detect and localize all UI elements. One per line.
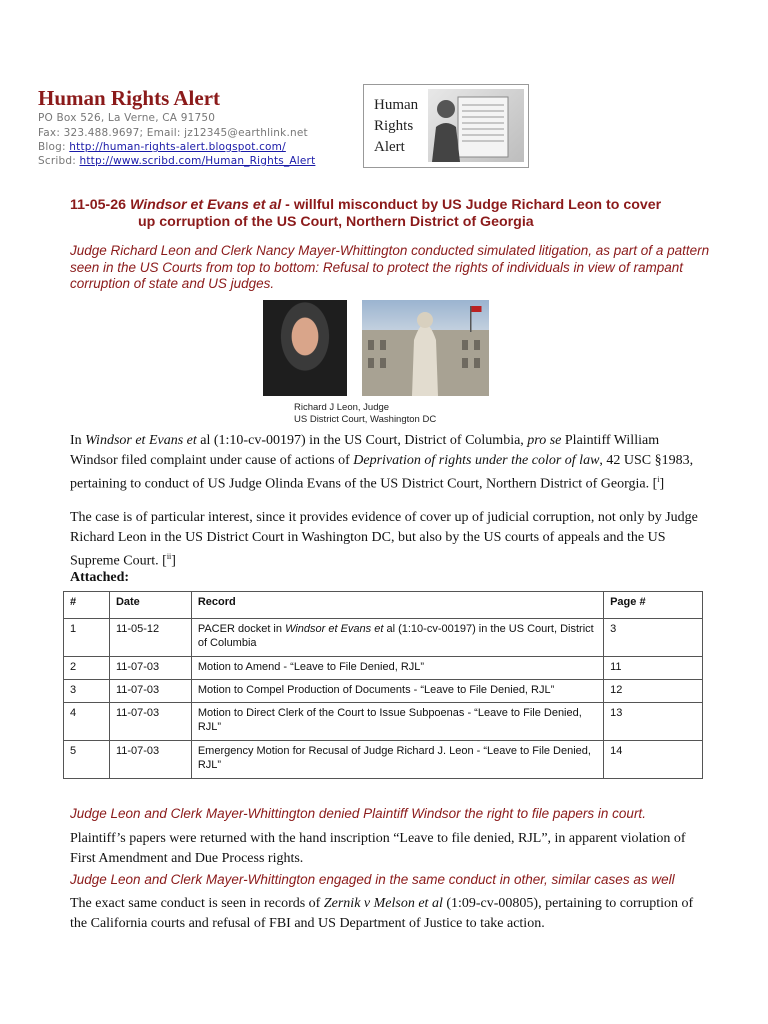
attached-label: Attached: <box>70 570 130 585</box>
scribd-link[interactable]: http://www.scribd.com/Human_Rights_Alert <box>79 155 316 167</box>
cell-date: 11-07-03 <box>109 703 191 741</box>
courthouse-photo-image <box>362 300 489 396</box>
paragraph-2 <box>70 508 700 571</box>
table-row <box>64 619 703 657</box>
cell-record: Motion to Amend - “Leave to File Denied, RJL” <box>191 657 603 680</box>
text: al (1:10-cv-00197) in the US Court, District of Columbia <box>197 623 594 649</box>
cell-num: 1 <box>64 619 110 657</box>
cell-date: 11-05-12 <box>109 619 191 657</box>
section-heading-2: Judge Leon and Clerk Mayer-Whittington engaged in the same conduct in other, similar cases as well <box>70 872 675 887</box>
cell-page: 11 <box>604 657 703 680</box>
logo-line: Human <box>374 97 419 113</box>
paragraph-3: Plaintiff’s papers were returned with the hand inscription “Leave to file denied, RJL”, in apparent violation of First Amendment and Due Process rights. <box>70 831 686 866</box>
judge-photo-image <box>263 300 347 396</box>
cell-date: 11-07-03 <box>109 741 191 779</box>
attachments-table <box>63 591 703 779</box>
cell-date: 11-07-03 <box>109 680 191 703</box>
logo <box>363 84 529 168</box>
table-header-row <box>64 592 703 619</box>
col-header: # <box>64 592 110 619</box>
cell-num: 4 <box>64 703 110 741</box>
headline-date: 11-05-26 <box>70 197 127 213</box>
paragraph-1 <box>70 431 700 494</box>
cell-record: Motion to Compel Production of Documents - “Leave to File Denied, RJL” <box>191 680 603 703</box>
text: ] <box>659 476 665 492</box>
cell-num: 2 <box>64 657 110 680</box>
cell-num: 3 <box>64 680 110 703</box>
blog-label: Blog: <box>38 141 66 153</box>
footnote-ref[interactable]: ii <box>166 552 172 561</box>
table-row <box>64 741 703 779</box>
paragraph-4 <box>70 894 700 933</box>
fax-email: Fax: 323.488.9697; Email: jz12345@earthlink.net <box>38 127 308 139</box>
col-header: Page # <box>604 592 703 619</box>
text: al (1:10-cv-00197) in the US Court, District of Columbia, <box>196 433 528 448</box>
case-name: Windsor et Evans et <box>85 433 197 448</box>
table-row <box>64 703 703 741</box>
lead-paragraph: Judge Richard Leon and Clerk Nancy Mayer-Whittington conducted simulated litigation, as part of a pattern seen in the US Courts from top to bottom: Refusal to protect the rights of individuals in view of rampant corruption of state and US judges. <box>70 243 710 291</box>
logo-line: Rights <box>374 118 414 134</box>
text: , 42 USC §1983, pertaining to conduct of US Judge Olinda Evans of the US District Court, Northern District of Georgia. [ <box>70 452 694 492</box>
col-header: Date <box>109 592 191 619</box>
logo-line: Alert <box>374 139 405 155</box>
cell-date: 11-07-03 <box>109 657 191 680</box>
cell-page: 3 <box>604 619 703 657</box>
cell-record: Motion to Direct Clerk of the Court to Issue Subpoenas - “Leave to File Denied, RJL” <box>191 703 603 741</box>
cell-page: 14 <box>604 741 703 779</box>
table-row <box>64 657 703 680</box>
headline-rest: - willful misconduct by US Judge Richard Leon to cover <box>281 197 662 213</box>
footnote-ref[interactable]: i <box>657 475 660 484</box>
text: Plaintiff William Windsor filed complaint under cause of actions of <box>70 433 660 468</box>
case-name: Windsor et Evans et <box>285 623 384 635</box>
cause-of-action: Deprivation of rights under the color of law <box>353 452 600 468</box>
cell-record <box>191 619 603 657</box>
caption-line-2: US District Court, Washington DC <box>294 414 437 425</box>
caption-line-1: Richard J Leon, Judge <box>294 402 390 413</box>
headline-rest-2: up corruption of the US Court, Northern District of Georgia <box>138 214 534 230</box>
logo-text <box>374 95 418 158</box>
blog-line <box>38 141 286 153</box>
text: The case is of particular interest, since it provides evidence of cover up of judicial corruption, not only by Judge Richard Leon in the US District Court in Washington DC, but also by the US courts of appeals and the US Supreme Court. [ <box>70 510 698 569</box>
cell-page: 13 <box>604 703 703 741</box>
col-header: Record <box>191 592 603 619</box>
section-heading-1: Judge Leon and Clerk Mayer-Whittington denied Plaintiff Windsor the right to file papers in court. <box>70 806 646 821</box>
scribd-label: Scribd: <box>38 155 76 167</box>
pro-se: pro se <box>527 433 562 448</box>
cell-record: Emergency Motion for Recusal of Judge Richard J. Leon - “Leave to File Denied, RJL” <box>191 741 603 779</box>
cell-page: 12 <box>604 680 703 703</box>
text: (1:09-cv-00805), pertaining to corruption of the California courts and refusal of FBI and US Department of Justice to take action. <box>70 896 694 931</box>
case-name: Zernik v Melson et al <box>323 896 443 911</box>
text: PACER docket in <box>197 623 286 635</box>
logo-photo-image <box>428 89 524 162</box>
blog-link[interactable]: http://human-rights-alert.blogspot.com/ <box>69 141 286 153</box>
org-title: Human Rights Alert <box>38 86 221 110</box>
scribd-line <box>38 155 315 167</box>
text: In <box>70 433 86 448</box>
headline-case: Windsor et Evans et al <box>129 197 282 213</box>
address: PO Box 526, La Verne, CA 91750 <box>38 112 216 124</box>
table-row <box>64 680 703 703</box>
text: The exact same conduct is seen in records of <box>70 896 324 911</box>
photo-caption <box>294 402 436 426</box>
cell-num: 5 <box>64 741 110 779</box>
text: ] <box>171 553 176 569</box>
headline <box>70 197 710 231</box>
